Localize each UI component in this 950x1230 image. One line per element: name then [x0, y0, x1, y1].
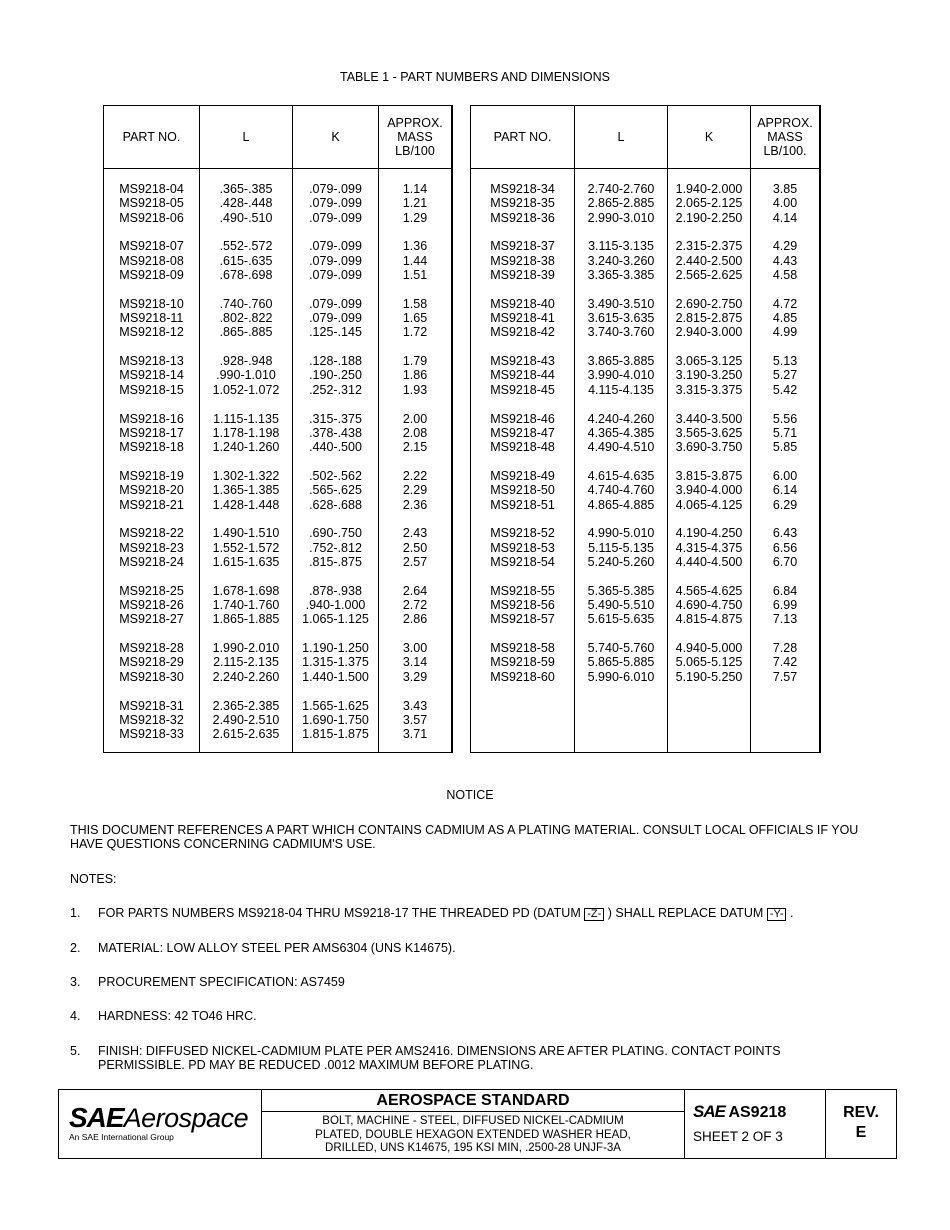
description-cell [262, 1090, 685, 1158]
table-cell: 4.14 [772, 210, 798, 225]
table-cell: MS9218-18 [119, 440, 184, 455]
table-cell: MS9218-38 [490, 253, 555, 268]
table-cell: 4.43 [772, 253, 798, 268]
table-cell: MS9218-42 [490, 325, 555, 340]
table-cell: MS9218-32 [119, 712, 184, 727]
table-cell: 2.565-2.625 [675, 267, 743, 282]
table-cell: 3.00 [402, 641, 428, 656]
table-cell: .740-.760 [219, 296, 273, 311]
parts-table-left [103, 105, 453, 753]
table-cell: 1.740-1.760 [212, 598, 280, 613]
table-title: TABLE 1 - PART NUMBERS AND DIMENSIONS [340, 70, 610, 84]
table-cell: 2.940-3.000 [675, 325, 743, 340]
table-cell: 3.365-3.385 [587, 267, 655, 282]
table-cell: MS9218-31 [119, 698, 184, 713]
column-header: L [617, 130, 625, 144]
table-cell: .079-.099 [309, 267, 362, 282]
table-cell: 2.690-2.750 [675, 296, 743, 311]
table-cell: 1.990-2.010 [212, 641, 280, 656]
table-cell: .615-.635 [219, 253, 273, 268]
table-cell: 6.84 [772, 583, 798, 598]
table-cell: 1.302-1.322 [212, 468, 280, 483]
table-cell: .690-.750 [309, 526, 362, 541]
table-cell: 3.615-3.635 [587, 311, 655, 326]
table-cell: MS9218-60 [490, 669, 555, 684]
table-cell: 6.29 [772, 497, 798, 512]
table-cell: 2.86 [402, 612, 428, 627]
table-cell: 5.13 [772, 354, 798, 369]
table-cell: 3.71 [402, 727, 428, 742]
table-cell: 1.72 [402, 325, 428, 340]
table-cell: .365-.385 [219, 182, 273, 196]
table-cell: .878-.938 [309, 583, 362, 598]
table-cell: 1.29 [402, 210, 428, 225]
col-k [668, 106, 751, 752]
notes-heading: NOTES: [70, 872, 117, 886]
table-cell: 2.365-2.385 [212, 698, 280, 713]
table-cell: 4.115-4.135 [588, 382, 654, 397]
table-cell: 4.065-4.125 [675, 497, 743, 512]
table-cell: 4.85 [772, 311, 798, 326]
table-cell: 2.50 [402, 540, 428, 555]
table-cell: MS9218-27 [119, 612, 184, 627]
table-cell: MS9218-29 [119, 655, 184, 670]
table-cell: .315-.375 [309, 411, 362, 426]
logo-cell [59, 1090, 262, 1158]
table-cell: MS9218-41 [490, 311, 555, 326]
table-cell: 1.190-1.250 [302, 641, 369, 656]
table-cell: MS9218-28 [119, 641, 184, 656]
table-cell: 1.178-1.198 [212, 425, 280, 440]
notice-heading: NOTICE [446, 788, 494, 802]
table-cell: 3.065-3.125 [675, 354, 743, 369]
table-cell: MS9218-51 [490, 497, 555, 512]
table-cell: 1.51 [402, 267, 428, 282]
table-cell: .125-.145 [309, 325, 362, 340]
table-cell: 1.678-1.698 [212, 583, 280, 598]
col-l [575, 106, 668, 752]
table-cell: 4.190-4.250 [675, 526, 743, 541]
table-cell: 3.490-3.510 [587, 296, 655, 311]
table-cell: 1.865-1.885 [212, 612, 280, 627]
column-header: APPROX. MASS LB/100. [757, 116, 813, 158]
table-cell: 5.190-5.250 [675, 669, 743, 684]
table-cell: MS9218-39 [490, 267, 555, 282]
column-header: PART NO. [493, 130, 552, 144]
table-cell: MS9218-44 [490, 368, 555, 383]
table-cell: 4.490-4.510 [587, 440, 655, 455]
table-cell: 6.14 [772, 483, 798, 498]
table-cell: .128-.188 [309, 354, 362, 369]
table-cell: 2.57 [402, 554, 428, 569]
table-cell: 1.115-1.135 [213, 411, 279, 426]
table-cell: 2.115-2.135 [213, 655, 279, 670]
col-part-no [104, 106, 200, 752]
table-cell: MS9218-34 [490, 182, 555, 196]
table-cell: 2.64 [402, 583, 428, 598]
table-cell: 4.565-4.625 [675, 583, 743, 598]
table-cell: MS9218-24 [119, 554, 184, 569]
column-header: K [331, 130, 340, 144]
standard-title: AEROSPACE STANDARD [262, 1090, 684, 1112]
col-mass [751, 106, 820, 752]
title-block [58, 1089, 897, 1159]
table-cell: 1.44 [402, 253, 428, 268]
table-cell: .428-.448 [219, 196, 273, 211]
table-cell: 5.990-6.010 [587, 669, 655, 684]
table-cell: MS9218-45 [490, 382, 555, 397]
table-cell: MS9218-22 [119, 526, 184, 541]
table-cell: MS9218-50 [490, 483, 555, 498]
table-cell: 1.565-1.625 [302, 698, 369, 713]
notice-text: THIS DOCUMENT REFERENCES A PART WHICH CONTAINS CADMIUM AS A PLATING MATERIAL. CONSULT LOCAL OFFICIALS IF YOU HAVE QUESTIONS CONCERNING CADMIUM'S USE. [70, 823, 859, 851]
table-cell: MS9218-55 [490, 583, 555, 598]
table-cell: .865-.885 [219, 325, 273, 340]
table-cell: 4.00 [772, 196, 798, 211]
table-cell: MS9218-56 [490, 598, 555, 613]
table-cell: 1.690-1.750 [302, 712, 369, 727]
table-cell: 3.690-3.750 [675, 440, 743, 455]
table-cell: MS9218-53 [490, 540, 555, 555]
table-cell: .802-.822 [219, 311, 273, 326]
table-cell: 1.240-1.260 [212, 440, 280, 455]
column-header: K [704, 130, 714, 144]
table-cell: MS9218-16 [119, 411, 184, 426]
sae-aerospace-logo: SAEAerospace [69, 1102, 249, 1133]
table-cell: MS9218-40 [490, 296, 555, 311]
table-cell: 7.13 [772, 612, 798, 627]
col-k [293, 106, 379, 752]
table-cell: 2.865-2.885 [587, 196, 655, 211]
table-cell: MS9218-15 [119, 382, 184, 397]
revision-cell [826, 1090, 896, 1158]
table-cell: 5.615-5.635 [587, 612, 655, 627]
table-cell: 5.115-5.135 [588, 540, 654, 555]
table-cell: MS9218-36 [490, 210, 555, 225]
table-cell: .190-.250 [309, 368, 362, 383]
table-cell: .079-.099 [309, 296, 362, 311]
table-cell: .079-.099 [309, 196, 362, 211]
table-cell: 2.22 [402, 468, 428, 483]
table-cell: .678-.698 [219, 267, 273, 282]
table-cell: 6.00 [772, 468, 798, 483]
table-cell: 3.240-3.260 [587, 253, 655, 268]
table-cell: 1.615-1.635 [212, 554, 280, 569]
table-cell: 1.552-1.572 [212, 540, 280, 555]
table-cell: 2.36 [402, 497, 428, 512]
revision-value: E [855, 1124, 867, 1141]
table-cell: 2.29 [402, 483, 428, 498]
datum-z-symbol: -Z- [584, 908, 604, 921]
table-cell: 1.490-1.510 [212, 526, 280, 541]
document-number-cell [685, 1090, 826, 1158]
table-cell: MS9218-11 [119, 311, 184, 326]
table-cell: 1.65 [402, 311, 428, 326]
table-cell: 3.14 [402, 655, 428, 670]
table-cell: 4.940-5.000 [675, 641, 743, 656]
sae-logo-small: SAE [693, 1102, 725, 1121]
table-cell: MS9218-52 [490, 526, 555, 541]
part-description: BOLT, MACHINE - STEEL, DIFFUSED NICKEL-CADMIUM PLATED, DOUBLE HEXAGON EXTENDED WASHER HEAD, DRILLED, UNS K14675, 195 KSI MIN, .2500-28 UNJF-3A [315, 1115, 631, 1155]
table-cell: 3.85 [772, 182, 798, 196]
table-cell: 4.72 [772, 296, 798, 311]
table-cell: 1.440-1.500 [302, 669, 369, 684]
table-cell: 2.740-2.760 [587, 182, 655, 196]
table-cell: MS9218-54 [490, 554, 555, 569]
table-cell: 2.15 [402, 440, 428, 455]
table-cell: MS9218-10 [119, 296, 184, 311]
table-cell: 2.315-2.375 [675, 239, 743, 254]
table-cell: MS9218-20 [119, 483, 184, 498]
table-cell: 7.28 [772, 641, 798, 656]
table-cell: 2.72 [402, 598, 428, 613]
table-cell: 1.36 [402, 239, 428, 254]
table-cell: 1.79 [402, 354, 428, 369]
table-cell: MS9218-05 [119, 196, 184, 211]
table-cell: 4.615-4.635 [587, 468, 655, 483]
table-cell: 1.58 [402, 296, 428, 311]
table-cell: MS9218-17 [119, 425, 184, 440]
table-cell: 3.990-4.010 [587, 368, 655, 383]
table-cell: 6.43 [772, 526, 798, 541]
table-cell: .628-.688 [309, 497, 362, 512]
table-cell: .252-.312 [309, 382, 362, 397]
table-cell: 1.052-1.072 [212, 382, 280, 397]
table-cell: 1.21 [402, 196, 428, 211]
table-cell: 2.08 [402, 425, 428, 440]
table-cell: 3.190-3.250 [675, 368, 743, 383]
table-cell: 5.27 [772, 368, 798, 383]
table-cell: 3.440-3.500 [675, 411, 743, 426]
table-cell: 2.440-2.500 [675, 253, 743, 268]
table-cell: 5.56 [772, 411, 798, 426]
table-cell: .440-.500 [309, 440, 362, 455]
table-cell: MS9218-57 [490, 612, 555, 627]
table-cell: .928-.948 [219, 354, 273, 369]
table-cell: 4.690-4.750 [675, 598, 743, 613]
datum-y-symbol: -Y- [767, 908, 787, 921]
table-cell: .752-.812 [309, 540, 362, 555]
table-cell: 4.865-4.885 [587, 497, 655, 512]
table-cell: 2.065-2.125 [675, 196, 743, 211]
table-cell: MS9218-49 [490, 468, 555, 483]
table-cell: MS9218-46 [490, 411, 555, 426]
table-cell: 1.365-1.385 [212, 483, 280, 498]
table-cell: 7.57 [772, 669, 798, 684]
table-cell: MS9218-43 [490, 354, 555, 369]
table-cell: 3.315-3.375 [675, 382, 743, 397]
table-cell: MS9218-25 [119, 583, 184, 598]
table-cell: 2.990-3.010 [587, 210, 655, 225]
table-cell: .079-.099 [309, 210, 362, 225]
table-cell: 4.365-4.385 [587, 425, 655, 440]
table-cell: 6.70 [772, 554, 798, 569]
col-l [200, 106, 293, 752]
table-cell: MS9218-35 [490, 196, 555, 211]
table-cell: 2.615-2.635 [212, 727, 280, 742]
col-mass [379, 106, 452, 752]
table-cell: 4.815-4.875 [675, 612, 743, 627]
table-cell: 2.00 [402, 411, 428, 426]
table-cell: MS9218-13 [119, 354, 184, 369]
table-cell: 1.065-1.125 [302, 612, 369, 627]
table-cell: MS9218-33 [119, 727, 184, 742]
table-cell: 1.428-1.448 [212, 497, 280, 512]
table-cell: 3.815-3.875 [675, 468, 743, 483]
table-cell: .552-.572 [219, 239, 273, 254]
table-cell: .815-.875 [309, 554, 362, 569]
table-cell: MS9218-30 [119, 669, 184, 684]
table-cell: 1.93 [402, 382, 428, 397]
parts-table-right [470, 105, 821, 753]
table-cell: 3.940-4.000 [675, 483, 743, 498]
table-cell: 3.565-3.625 [675, 425, 743, 440]
table-cell: MS9218-14 [119, 368, 184, 383]
table-cell: MS9218-59 [490, 655, 555, 670]
table-cell: MS9218-09 [119, 267, 184, 282]
table-cell: MS9218-58 [490, 641, 555, 656]
table-cell: 3.740-3.760 [587, 325, 655, 340]
table-cell: 6.56 [772, 540, 798, 555]
column-header: APPROX. MASS LB/100 [387, 116, 443, 158]
col-part-no [471, 106, 575, 752]
table-cell: 2.490-2.510 [212, 712, 280, 727]
table-cell: 4.315-4.375 [675, 540, 743, 555]
table-cell: MS9218-37 [490, 239, 555, 254]
table-cell: 3.115-3.135 [588, 239, 654, 254]
table-cell: 5.71 [772, 425, 798, 440]
table-cell: 7.42 [772, 655, 798, 670]
document-number: AS9218 [728, 1104, 787, 1121]
table-cell: 4.990-5.010 [587, 526, 655, 541]
table-cell: MS9218-06 [119, 210, 184, 225]
table-cell: 5.365-5.385 [587, 583, 655, 598]
table-cell: 1.315-1.375 [302, 655, 369, 670]
sheet-number: SHEET 2 OF 3 [693, 1129, 783, 1144]
table-cell: 4.240-4.260 [587, 411, 655, 426]
table-cell: 1.940-2.000 [675, 182, 743, 196]
table-cell: 5.865-5.885 [587, 655, 655, 670]
table-cell: .940-1.000 [305, 598, 366, 613]
table-cell: .079-.099 [309, 182, 362, 196]
table-cell: MS9218-19 [119, 468, 184, 483]
table-cell: .079-.099 [309, 239, 362, 254]
table-cell: .079-.099 [309, 253, 362, 268]
table-cell: 4.99 [772, 325, 798, 340]
logo-tagline: An SAE International Group [69, 1132, 174, 1142]
table-cell: 1.86 [402, 368, 428, 383]
table-cell: .990-1.010 [216, 368, 276, 383]
table-cell: MS9218-48 [490, 440, 555, 455]
table-cell: .079-.099 [309, 311, 362, 326]
table-cell: 2.815-2.875 [675, 311, 743, 326]
revision-label: REV. [843, 1104, 879, 1121]
table-cell: 5.740-5.760 [587, 641, 655, 656]
table-cell: 1.14 [402, 182, 428, 196]
table-cell: MS9218-21 [119, 497, 184, 512]
table-cell: 3.57 [402, 712, 428, 727]
table-cell: .502-.562 [309, 468, 362, 483]
table-cell: 3.865-3.885 [587, 354, 655, 369]
table-cell: 5.065-5.125 [675, 655, 743, 670]
table-cell: MS9218-04 [119, 182, 184, 196]
table-cell: MS9218-47 [490, 425, 555, 440]
table-cell: MS9218-12 [119, 325, 184, 340]
table-cell: 2.190-2.250 [675, 210, 743, 225]
table-cell: .378-.438 [309, 425, 362, 440]
column-header: L [242, 130, 250, 144]
table-cell: 4.440-4.500 [675, 554, 743, 569]
table-cell: 4.29 [772, 239, 798, 254]
table-cell: 2.43 [402, 526, 428, 541]
table-cell: 6.99 [772, 598, 798, 613]
table-cell: MS9218-07 [119, 239, 184, 254]
table-cell: MS9218-23 [119, 540, 184, 555]
table-cell: MS9218-26 [119, 598, 184, 613]
table-cell: MS9218-08 [119, 253, 184, 268]
table-cell: .565-.625 [309, 483, 362, 498]
table-cell: 5.240-5.260 [587, 554, 655, 569]
table-cell: 5.85 [772, 440, 798, 455]
table-cell: 3.43 [402, 698, 428, 713]
table-cell: 5.42 [772, 382, 798, 397]
table-cell: 1.815-1.875 [302, 727, 369, 742]
table-cell: 4.740-4.760 [587, 483, 655, 498]
table-cell: 4.58 [772, 267, 798, 282]
table-cell: .490-.510 [219, 210, 273, 225]
column-header: PART NO. [122, 130, 181, 144]
table-cell: 3.29 [402, 669, 428, 684]
table-cell: 2.240-2.260 [212, 669, 280, 684]
table-cell: 5.490-5.510 [587, 598, 655, 613]
